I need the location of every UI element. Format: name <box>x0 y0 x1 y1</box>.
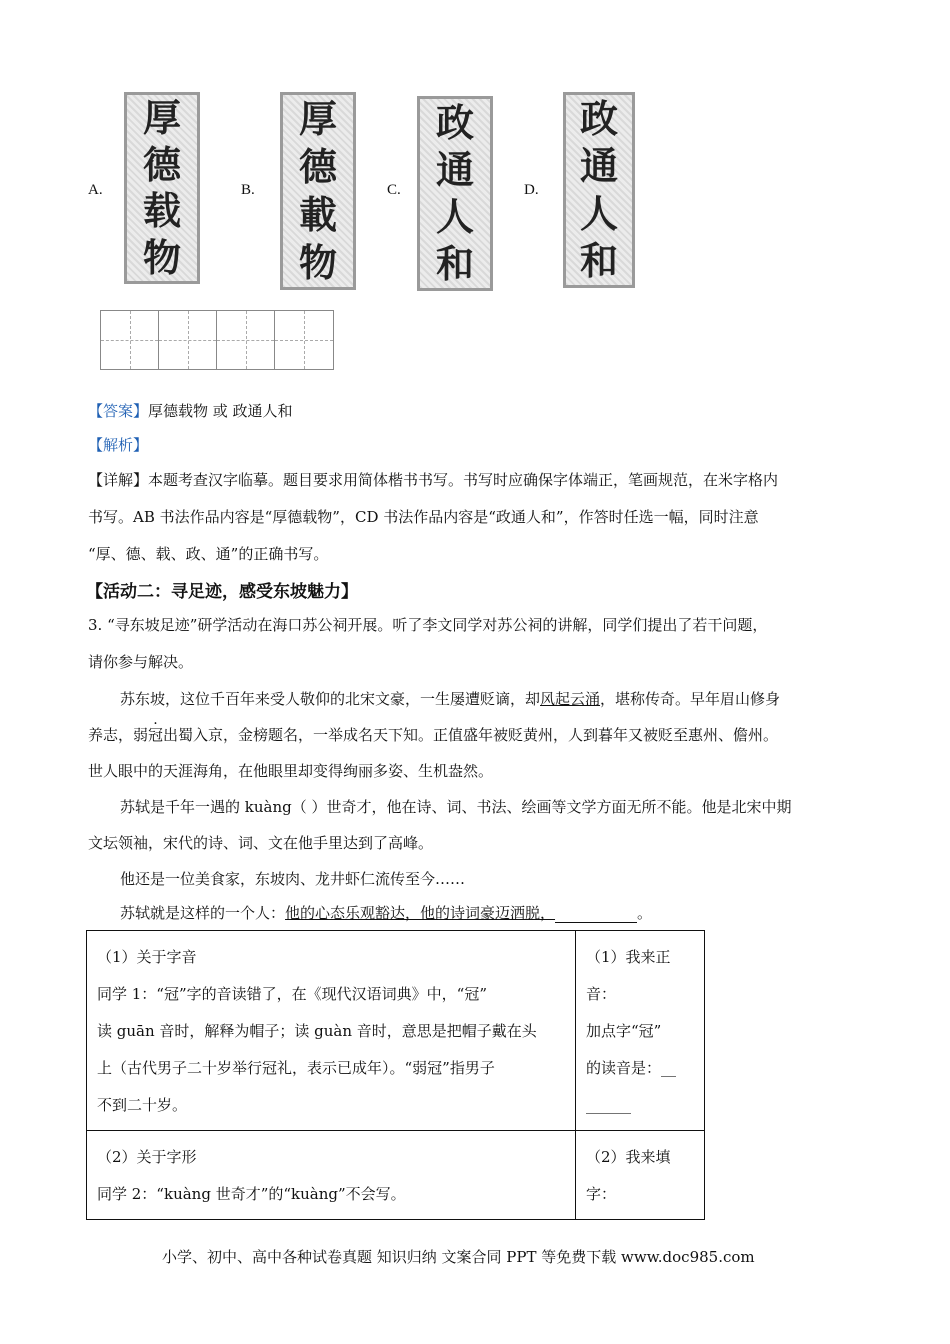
cell-line: （1）关于字音 <box>97 948 197 966</box>
passage-line-2 <box>88 724 778 745</box>
callig-char: 載 <box>298 192 337 237</box>
grid-cell[interactable] <box>101 311 159 369</box>
answer-tag: 【答案】 <box>88 402 149 420</box>
passage-line-3: 世人眼中的天涯海角，在他眼里却变得绚丽多姿、生机盎然。 <box>88 762 494 780</box>
question-table <box>86 930 705 1220</box>
option-b-label: B. <box>241 182 255 198</box>
table-row <box>87 931 705 1131</box>
underlined-phrase: 风起云涌 <box>540 690 601 708</box>
calligraphy-image-b <box>280 92 356 290</box>
cell-line: （1）我来正 <box>586 948 671 966</box>
detail-line-1: 【详解】本题考查汉字临摹。题目要求用简体楷书书写。书写时应确保字体端正，笔画规范，在米字格内 <box>88 471 779 489</box>
detail-line-2: 书写。AB 书法作品内容是“厚德载物”，CD 书法作品内容是“政通人和”，作答时任选一幅，同时注意 <box>88 508 759 526</box>
cell-line: ______ <box>586 1096 631 1114</box>
option-a-label: A. <box>88 182 103 198</box>
passage-text: 。 <box>637 904 653 922</box>
callig-char: 人 <box>435 194 474 240</box>
question-line-1: 3. “寻东坡足迹”研学活动在海口苏公祠开展。听了李文同学对苏公祠的讲解，同学们提出了若干问题， <box>88 616 768 634</box>
calligraphy-image-c <box>417 96 493 291</box>
callig-char: 通 <box>435 146 474 192</box>
passage-line-6: 他还是一位美食家，东坡肉、龙井虾仁流传至今…… <box>120 870 466 888</box>
activity-title: 【活动二：寻足迹，感受东坡魅力】 <box>86 582 358 602</box>
passage-line-5: 文坛领袖，宋代的诗、词、文在他手里达到了高峰。 <box>88 834 434 852</box>
passage-text: 出蜀入京，金榜题名，一举成名天下知。正值盛年被贬黄州，人到暮年又被贬至惠州、儋州。 <box>163 726 779 744</box>
cell-line: 不到二十岁。 <box>97 1096 188 1114</box>
cell-line: （2）我来填 <box>586 1148 671 1166</box>
callig-char: 物 <box>298 240 337 285</box>
callig-char: 物 <box>142 234 181 280</box>
calligraphy-image-a <box>124 92 200 284</box>
grid-cell[interactable] <box>159 311 217 369</box>
dotted-character: 冠 <box>148 726 164 744</box>
page-footer: 小学、初中、高中各种试卷真题 知识归纳 文案合同 PPT 等免费下载 www.doc985.com <box>162 1248 755 1266</box>
callig-char: 德 <box>298 144 337 189</box>
calligraphy-image-d <box>563 92 635 288</box>
callig-char: 载 <box>142 188 181 234</box>
cell-line: 字： <box>586 1185 617 1203</box>
analysis-tag: 【解析】 <box>88 436 149 454</box>
callig-char: 厚 <box>142 95 181 141</box>
passage-line-7 <box>88 902 652 923</box>
passage-text: ，堪称传奇。早年眉山修身 <box>600 690 781 708</box>
cell-line: 读 guān 音时，解释为帽子；读 guàn 音时，意思是把帽子戴在头 <box>97 1022 537 1040</box>
answer-line <box>88 400 293 421</box>
passage-line-4: 苏轼是千年一遇的 kuàng（ ）世奇才，他在诗、词、书法、绘画等文学方面无所不能。他是北宋中期 <box>120 798 792 816</box>
cell-line: 同学 1：“冠”字的音读错了，在《现代汉语词典》中，“冠” <box>97 985 487 1003</box>
cell-line: 音： <box>586 985 617 1003</box>
callig-char: 通 <box>579 143 618 189</box>
callig-char: 政 <box>435 99 474 145</box>
cell-line: 加点字“冠” <box>586 1022 662 1040</box>
callig-char: 人 <box>579 190 618 236</box>
option-d-label: D. <box>524 182 539 198</box>
table-cell-glyph <box>87 1131 576 1220</box>
cell-line: 同学 2：“kuàng 世奇才”的“kuàng”不会写。 <box>97 1185 406 1203</box>
callig-char: 和 <box>435 241 474 287</box>
underlined-phrase: 他的心态乐观豁达，他的诗词豪迈洒脱， <box>285 904 556 922</box>
callig-char: 德 <box>142 141 181 187</box>
table-cell-glyph-answer[interactable] <box>576 1131 705 1220</box>
passage-text: 苏轼就是这样的一个人： <box>120 904 286 922</box>
passage-text: 养志，弱 <box>88 726 149 744</box>
grid-cell[interactable] <box>217 311 275 369</box>
question-line-2: 请你参与解决。 <box>88 653 194 671</box>
answer-text: 厚德载物 或 政通人和 <box>148 402 293 420</box>
cell-line: 上（古代男子二十岁举行冠礼，表示已成年）。“弱冠”指男子 <box>97 1059 495 1077</box>
grid-cell[interactable] <box>275 311 333 369</box>
detail-line-3: “厚、德、载、政、通”的正确书写。 <box>88 545 329 563</box>
table-cell-pronunciation-answer[interactable] <box>576 931 705 1131</box>
passage-line-1 <box>88 688 780 709</box>
writing-grid[interactable] <box>100 310 334 370</box>
callig-char: 政 <box>579 95 618 141</box>
callig-char: 和 <box>579 238 618 284</box>
passage-text: 苏东坡，这位千百年来受人敬仰的北宋文豪，一生屡遭贬谪，却 <box>120 690 541 708</box>
table-cell-pronunciation <box>87 931 576 1131</box>
fill-blank[interactable] <box>555 904 637 923</box>
cell-line: （2）关于字形 <box>97 1148 197 1166</box>
cell-line: 的读音是：__ <box>586 1059 677 1077</box>
table-row <box>87 1131 705 1220</box>
option-c-label: C. <box>387 182 401 198</box>
callig-char: 厚 <box>298 96 337 141</box>
